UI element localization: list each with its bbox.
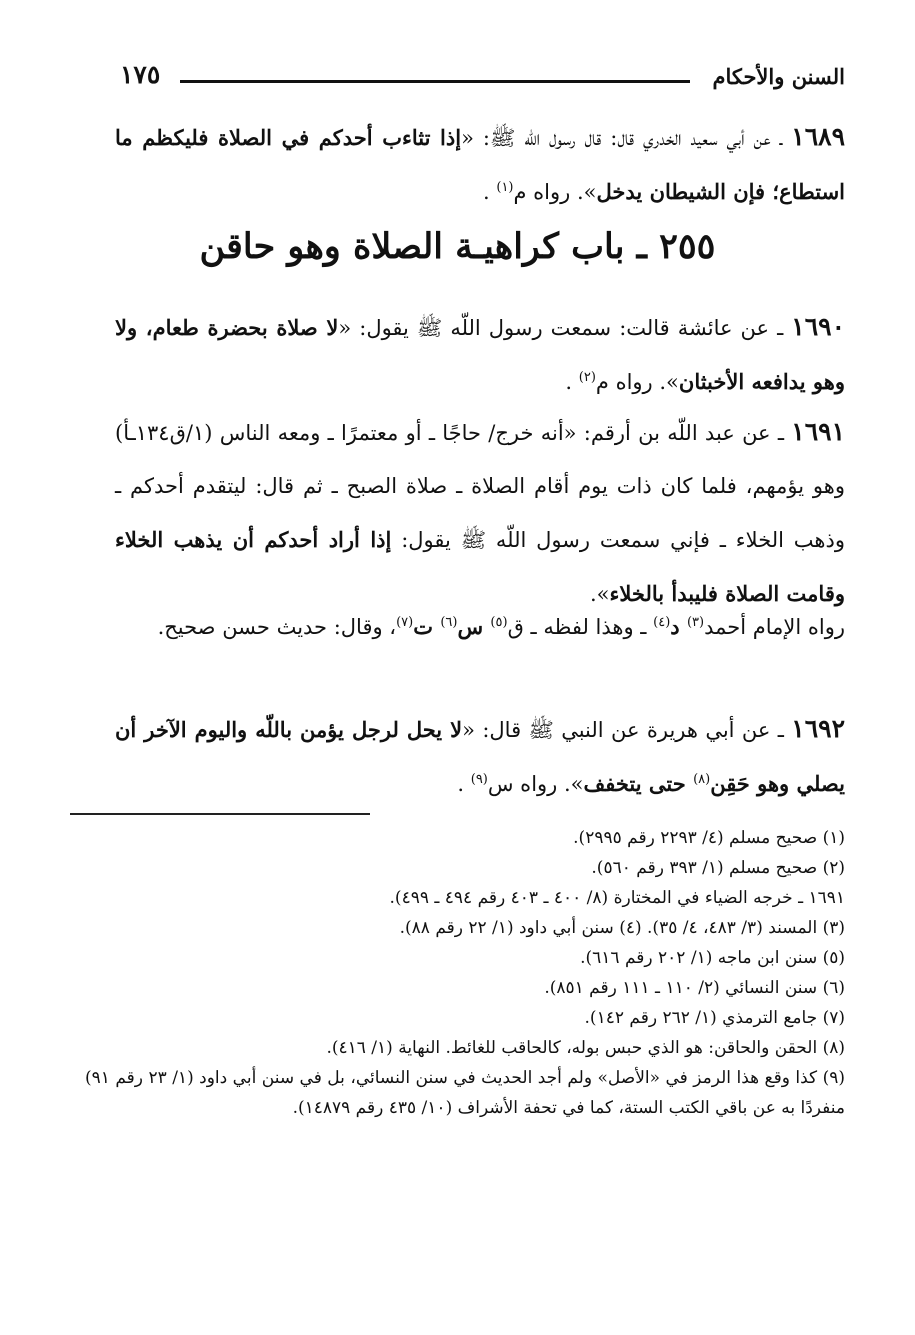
- footnote-ref: (٤): [653, 615, 671, 630]
- footnote-ref: (٩): [470, 772, 488, 787]
- page-number: ١٧٥: [120, 60, 161, 89]
- hadith-intro: ـ عن عبد اللّه بن أرقم: «أنه خرج/ حاجًا ـ أو معتمرًا ـ ومعه الناس (١/ق١٣٤ـأ) وهو يؤمهم، فلما كان ذات يوم أقام الصلاة ـ صلاة الصبح ـ ثم قال: ليتقدم أحدكم ـ وذهب الخلاء ـ فإني سمعت رسول اللّه ﷺ يقول:: [115, 421, 845, 552]
- hadith-matn: لا صلاة بحضرة طعام، ولا وهو يدافعه الأخبثان: [115, 315, 845, 394]
- hadith-1690: [115, 300, 845, 409]
- hadith-tail: ». رواه س: [487, 772, 584, 796]
- hadith-matn-cont: حتى يتخفف: [583, 771, 694, 796]
- page-header: [120, 58, 845, 98]
- footnote: (٢) صحيح مسلم (١/ ٣٩٣ رقم ٥٦٠).: [591, 858, 845, 878]
- hadith-tail: ». رواه م: [595, 370, 679, 394]
- source-symbol: د: [670, 614, 687, 639]
- footnote: (٣) المسند (٣/ ٤٨٣، ٤/ ٣٥). (٤) سنن أبي داود (١/ ٢٢ رقم ٨٨).: [399, 918, 845, 938]
- source-text: ، وقال: حديث حسن صحيح.: [157, 615, 397, 639]
- hadith-matn: إذا أراد أحدكم أن يذهب الخلاء وقامت الصلاة فليبدأ بالخلاء: [115, 527, 845, 606]
- source-text: رواه الإمام أحمد: [704, 615, 845, 639]
- footnote-ref: (٥): [490, 615, 508, 630]
- hadith-intro: ـ عن عائشة قالت: سمعت رسول اللّه ﷺ يقول: «: [338, 316, 792, 340]
- hadith-tail: ». رواه م: [513, 180, 597, 204]
- footnote: (٥) سنن ابن ماجه (١/ ٢٠٢ رقم ٦١٦).: [580, 948, 845, 968]
- running-title: السنن والأحكام: [712, 64, 845, 89]
- footnote: (٧) جامع الترمذي (١/ ٢٦٢ رقم ١٤٢).: [584, 1008, 845, 1028]
- header-rule: [180, 80, 690, 83]
- footnote: (١) صحيح مسلم (٤/ ٢٢٩٣ رقم ٢٩٩٥).: [573, 828, 845, 848]
- hadith-matn: لا يحل لرجل يؤمن باللّه واليوم الآخر أن يصلي وهو حَقِن: [115, 717, 845, 796]
- chapter-number: ٢٥٥: [659, 226, 716, 267]
- footnote-ref: (١): [496, 180, 514, 195]
- footnote-ref: (٣): [686, 615, 705, 630]
- footnote-ref: (٨): [693, 772, 711, 787]
- footnote: (٩) كذا وقع هذا الرمز في «الأصل» ولم أجد الحديث في سنن النسائي، بل في سنن أبي داود (١/ ٢٣ رقم ٩١) منفردًا به عن باقي الكتب الستة، كما في تحفة الأشراف (١٠/ ٤٣٥ رقم ١٤٨٧٩).: [85, 1068, 845, 1118]
- footnote: (٨) الحقن والحاقن: هو الذي حبس بوله، كالحاقب للغائط. النهاية (١/ ٤١٦).: [326, 1038, 845, 1058]
- footnote-separator: [70, 813, 370, 815]
- footnotes: [85, 823, 845, 1123]
- source-symbol: س: [457, 614, 491, 639]
- hadith-number: ١٦٩٢: [791, 714, 846, 743]
- footnote-ref: (٢): [578, 370, 596, 385]
- hadith-1691-sources: [115, 600, 845, 654]
- hadith-intro: ـ عن أبي سعيد الخدري قال: قال رسول اللّه ﷺ: «: [461, 126, 792, 150]
- footnote-ref: (٧): [396, 615, 414, 630]
- chapter-heading: [0, 222, 915, 272]
- hadith-1689: [115, 110, 845, 219]
- hadith-intro: ـ عن أبي هريرة عن النبي ﷺ قال: «: [462, 718, 792, 742]
- hadith-number: ١٦٨٩: [791, 122, 845, 151]
- hadith-1691: [115, 405, 845, 621]
- hadith-end: .: [457, 772, 471, 796]
- hadith-number: ١٦٩٠: [791, 312, 845, 341]
- hadith-matn: إذا تثاءب أحدكم في الصلاة فليكظم ما استطاع؛ فإن الشيطان يدخل: [115, 125, 845, 204]
- hadith-end: .: [483, 180, 497, 204]
- footnote: (٦) سنن النسائي (٢/ ١١٠ ـ ١١١ رقم ٨٥١).: [544, 978, 845, 998]
- hadith-end: .: [565, 370, 579, 394]
- hadith-number: ١٦٩١: [791, 417, 845, 446]
- footnote: ١٦٩١ ـ خرجه الضياء في المختارة (٨/ ٤٠٠ ـ ٤٠٣ رقم ٤٩٤ ـ ٤٩٩).: [389, 888, 845, 908]
- source-text: ـ وهذا لفظه ـ ق: [507, 615, 654, 639]
- hadith-tail: ».: [589, 582, 610, 606]
- source-symbol: ت: [413, 614, 441, 639]
- chapter-title: ـ باب كراهيـة الصلاة وهو حاقن: [199, 226, 660, 267]
- footnote-ref: (٦): [440, 615, 458, 630]
- hadith-1692: [115, 702, 845, 811]
